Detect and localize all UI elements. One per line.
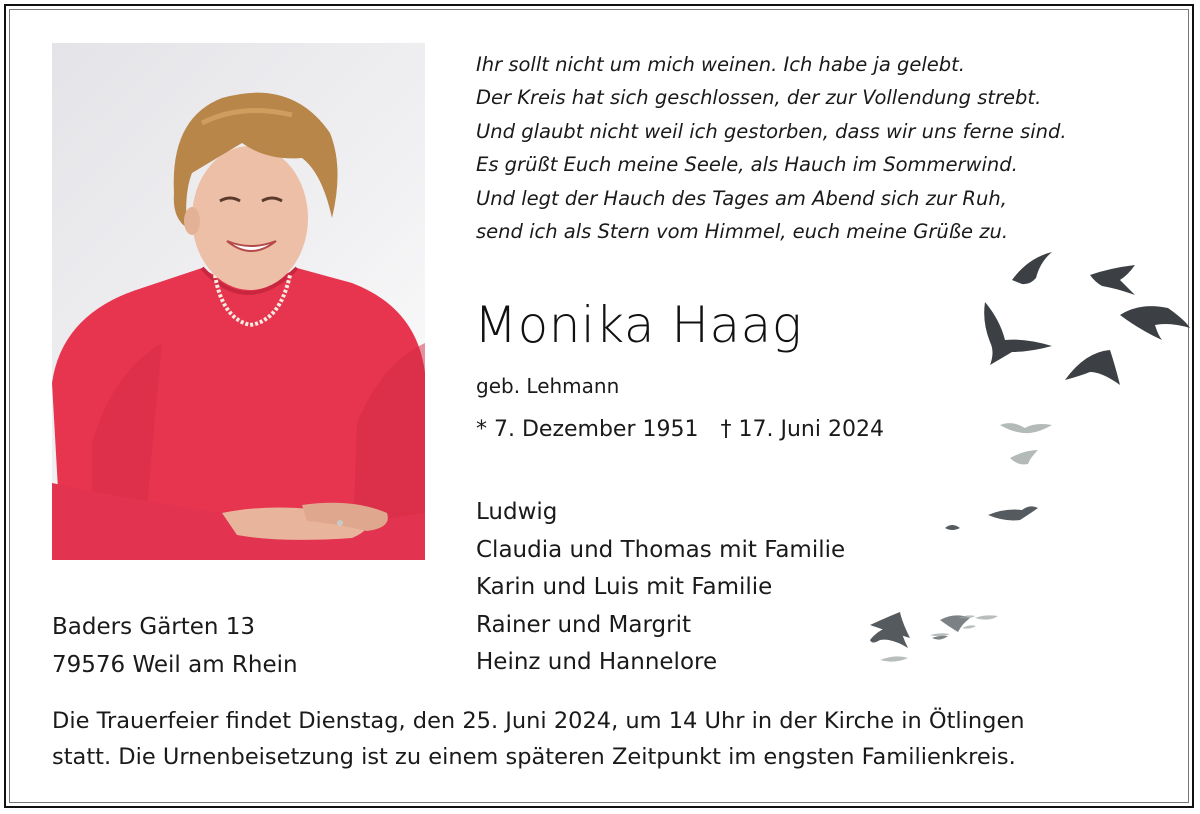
- bird-icon: [1000, 423, 1052, 433]
- bird-icon: [1065, 350, 1120, 385]
- poem-line: send ich als Stern vom Himmel, euch meine Grüße zu.: [476, 220, 1009, 244]
- mourner-entry: Rainer und Margrit: [476, 611, 691, 638]
- bird-icon: [1010, 450, 1038, 464]
- bird-icon: [945, 525, 960, 530]
- bird-icon: [988, 506, 1038, 520]
- bird-icon: [930, 633, 950, 636]
- poem-line: Der Kreis hat sich geschlossen, der zur Vollendung strebt.: [476, 86, 1042, 110]
- funeral-notice: [52, 703, 1172, 775]
- deceased-name: Monika Haag: [474, 296, 803, 354]
- address: [52, 609, 298, 684]
- poem-line: Und glaubt nicht weil ich gestorben, dass wir uns ferne sind.: [476, 119, 1067, 143]
- mourner-entry: Karin und Luis mit Familie: [476, 574, 773, 600]
- bird-icon: [975, 615, 998, 619]
- mourner-entry: Ludwig: [476, 499, 558, 525]
- birth-date: * 7. Dezember 1951: [476, 417, 699, 442]
- bird-icon: [1012, 252, 1052, 284]
- death-date: † 17. Juni 2024: [720, 417, 884, 442]
- address-city: 79576 Weil am Rhein: [52, 651, 298, 678]
- bird-icon: [962, 625, 976, 628]
- poem-line: Ihr sollt nicht um mich weinen. Ich habe ja gelebt.: [476, 53, 966, 76]
- mourner-entry: Heinz und Hannelore: [476, 649, 718, 675]
- bird-icon: [984, 302, 1052, 365]
- mourner-entry: Claudia und Thomas mit Familie: [476, 536, 846, 563]
- address-street: Baders Gärten 13: [52, 614, 256, 640]
- bird-icon: [1120, 306, 1190, 340]
- birth-name: geb. Lehmann: [476, 374, 620, 398]
- funeral-notice-line: Die Trauerfeier findet Dienstag, den 25. Juni 2024, um 14 Uhr in der Kirche in Ötlingen: [52, 708, 1025, 734]
- bird-icon: [932, 636, 948, 640]
- bird-icon: [1090, 265, 1135, 295]
- poem-line: Und legt der Hauch des Tages am Abend sich zur Ruh,: [476, 186, 1007, 210]
- portrait-illustration: [52, 43, 425, 560]
- funeral-notice-line: statt. Die Urnenbeisetzung ist zu einem späteren Zeitpunkt im engsten Familienkreis.: [52, 744, 1016, 770]
- poem: [476, 48, 1176, 248]
- portrait-photo: [52, 43, 425, 560]
- bird-icon: [880, 656, 908, 661]
- poem-line: Es grüßt Euch meine Seele, als Hauch im Sommerwind.: [476, 153, 1018, 177]
- flying-birds-illustration: [790, 240, 1190, 680]
